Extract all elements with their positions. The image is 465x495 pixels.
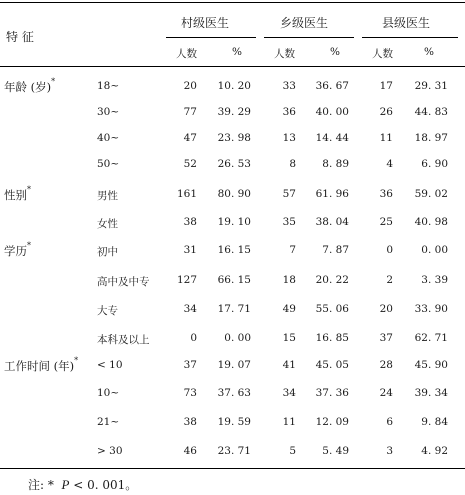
significance-star: * — [74, 356, 79, 366]
cell-count: 11 — [379, 132, 393, 144]
cell-percent: 16. 85 — [315, 332, 349, 344]
sub-header-pct-2: % — [330, 46, 340, 58]
cell-percent: 4. 92 — [421, 445, 448, 457]
cell-percent: 23. 71 — [217, 445, 251, 457]
cell-count: 161 — [176, 188, 197, 200]
cell-count: 46 — [183, 445, 197, 457]
cell-count: 35 — [282, 216, 296, 228]
cell-percent: 0. 00 — [224, 332, 251, 344]
cell-percent: 45. 90 — [414, 359, 448, 371]
top-rule — [0, 2, 465, 3]
cell-percent: 16. 15 — [217, 244, 251, 256]
cell-count: 33 — [282, 80, 296, 92]
feature-header: 特 征 — [6, 30, 34, 44]
cell-percent: 17. 71 — [217, 303, 251, 315]
cell-count: 36 — [282, 106, 296, 118]
row-subcategory: 40~ — [97, 132, 120, 144]
group-underline-1 — [166, 37, 256, 38]
cell-count: 57 — [282, 188, 296, 200]
category-label: 性别 — [4, 188, 27, 202]
cell-count: 20 — [183, 80, 197, 92]
cell-percent: 38. 04 — [315, 216, 349, 228]
cell-count: 47 — [183, 132, 197, 144]
cell-percent: 66. 15 — [217, 274, 251, 286]
group-underline-3 — [362, 37, 458, 38]
cell-percent: 40. 00 — [315, 106, 349, 118]
cell-percent: 5. 49 — [322, 445, 349, 457]
row-subcategory: 50~ — [97, 158, 120, 170]
cell-count: 77 — [183, 106, 197, 118]
cell-percent: 10. 20 — [217, 80, 251, 92]
sub-header-count-1: 人数 — [176, 48, 197, 60]
cell-percent: 37. 63 — [217, 387, 251, 399]
cell-percent: 19. 10 — [217, 216, 251, 228]
cell-count: 11 — [282, 416, 296, 428]
cell-percent: 40. 98 — [414, 216, 448, 228]
cell-percent: 0. 00 — [421, 244, 448, 256]
cell-percent: 26. 53 — [217, 158, 251, 170]
header-rule — [0, 66, 465, 67]
cell-percent: 6. 90 — [421, 158, 448, 170]
row-subcategory: 10~ — [97, 387, 120, 399]
cell-percent: 45. 05 — [315, 359, 349, 371]
cell-count: 28 — [379, 359, 393, 371]
row-subcategory: < 10 — [97, 359, 123, 371]
row-category — [4, 358, 78, 374]
cell-count: 26 — [379, 106, 393, 118]
cell-count: 6 — [386, 416, 393, 428]
cell-count: 3 — [386, 445, 393, 457]
cell-percent: 8. 89 — [322, 158, 349, 170]
note-p-symbol: P — [61, 477, 70, 492]
cell-count: 31 — [183, 244, 197, 256]
cell-percent: 55. 06 — [315, 303, 349, 315]
row-subcategory: 女性 — [97, 218, 118, 230]
row-subcategory: 初中 — [97, 246, 118, 258]
category-label: 学历 — [4, 244, 27, 258]
sub-header-pct-3: % — [424, 46, 434, 58]
group-header-village: 村级医生 — [181, 16, 230, 30]
cell-count: 34 — [183, 303, 197, 315]
cell-count: 41 — [282, 359, 296, 371]
cell-count: 36 — [379, 188, 393, 200]
cell-count: 24 — [379, 387, 393, 399]
sub-header-count-2: 人数 — [274, 48, 295, 60]
significance-star: * — [51, 77, 56, 87]
cell-percent: 36. 67 — [315, 80, 349, 92]
row-category — [4, 243, 31, 259]
cell-count: 8 — [289, 158, 296, 170]
cell-count: 37 — [379, 332, 393, 344]
cell-count: 5 — [289, 445, 296, 457]
row-subcategory: > 30 — [97, 445, 123, 457]
cell-count: 49 — [282, 303, 296, 315]
row-subcategory: 30~ — [97, 106, 120, 118]
cell-percent: 59. 02 — [414, 188, 448, 200]
cell-percent: 18. 97 — [414, 132, 448, 144]
row-category — [4, 79, 55, 95]
row-category — [4, 187, 31, 203]
cell-count: 20 — [379, 303, 393, 315]
row-subcategory: 18~ — [97, 80, 120, 92]
group-underline-2 — [264, 37, 354, 38]
row-subcategory: 本科及以上 — [97, 334, 150, 346]
bottom-rule — [0, 468, 465, 469]
table-note — [28, 476, 137, 493]
note-text: < 0. 001。 — [69, 478, 138, 492]
cell-count: 2 — [386, 274, 393, 286]
cell-count: 13 — [282, 132, 296, 144]
category-label: 工作时间 (年) — [4, 359, 75, 373]
group-header-county: 县级医生 — [382, 16, 431, 30]
sub-header-count-3: 人数 — [372, 48, 393, 60]
row-subcategory: 男性 — [97, 190, 118, 202]
cell-percent: 14. 44 — [315, 132, 349, 144]
cell-percent: 7. 87 — [322, 244, 349, 256]
cell-percent: 19. 59 — [217, 416, 251, 428]
cell-count: 18 — [282, 274, 296, 286]
cell-percent: 39. 34 — [414, 387, 448, 399]
cell-percent: 20. 22 — [315, 274, 349, 286]
cell-percent: 9. 84 — [421, 416, 448, 428]
cell-percent: 39. 29 — [217, 106, 251, 118]
cell-count: 38 — [183, 416, 197, 428]
cell-count: 127 — [176, 274, 197, 286]
cell-count: 25 — [379, 216, 393, 228]
cell-count: 15 — [282, 332, 296, 344]
group-header-township: 乡级医生 — [280, 16, 329, 30]
row-subcategory: 大专 — [97, 305, 118, 317]
cell-count: 4 — [386, 158, 393, 170]
cell-count: 73 — [183, 387, 197, 399]
cell-percent: 23. 98 — [217, 132, 251, 144]
cell-count: 52 — [183, 158, 197, 170]
row-subcategory: 21~ — [97, 416, 120, 428]
cell-count: 7 — [289, 244, 296, 256]
note-prefix: 注: * — [28, 478, 54, 492]
category-label: 年龄 (岁) — [4, 80, 52, 94]
cell-percent: 29. 31 — [414, 80, 448, 92]
sub-header-pct-1: % — [232, 46, 242, 58]
cell-percent: 33. 90 — [414, 303, 448, 315]
cell-percent: 61. 96 — [315, 188, 349, 200]
cell-percent: 12. 09 — [315, 416, 349, 428]
cell-percent: 37. 36 — [315, 387, 349, 399]
significance-star: * — [27, 185, 31, 195]
cell-percent: 44. 83 — [414, 106, 448, 118]
cell-count: 0 — [190, 332, 197, 344]
cell-count: 17 — [379, 80, 393, 92]
cell-count: 37 — [183, 359, 197, 371]
cell-percent: 80. 90 — [217, 188, 251, 200]
cell-percent: 19. 07 — [217, 359, 251, 371]
row-subcategory: 高中及中专 — [97, 276, 150, 288]
cell-count: 38 — [183, 216, 197, 228]
cell-count: 0 — [386, 244, 393, 256]
cell-percent: 3. 39 — [421, 274, 448, 286]
cell-percent: 62. 71 — [414, 332, 448, 344]
cell-count: 34 — [282, 387, 296, 399]
significance-star: * — [27, 241, 31, 251]
